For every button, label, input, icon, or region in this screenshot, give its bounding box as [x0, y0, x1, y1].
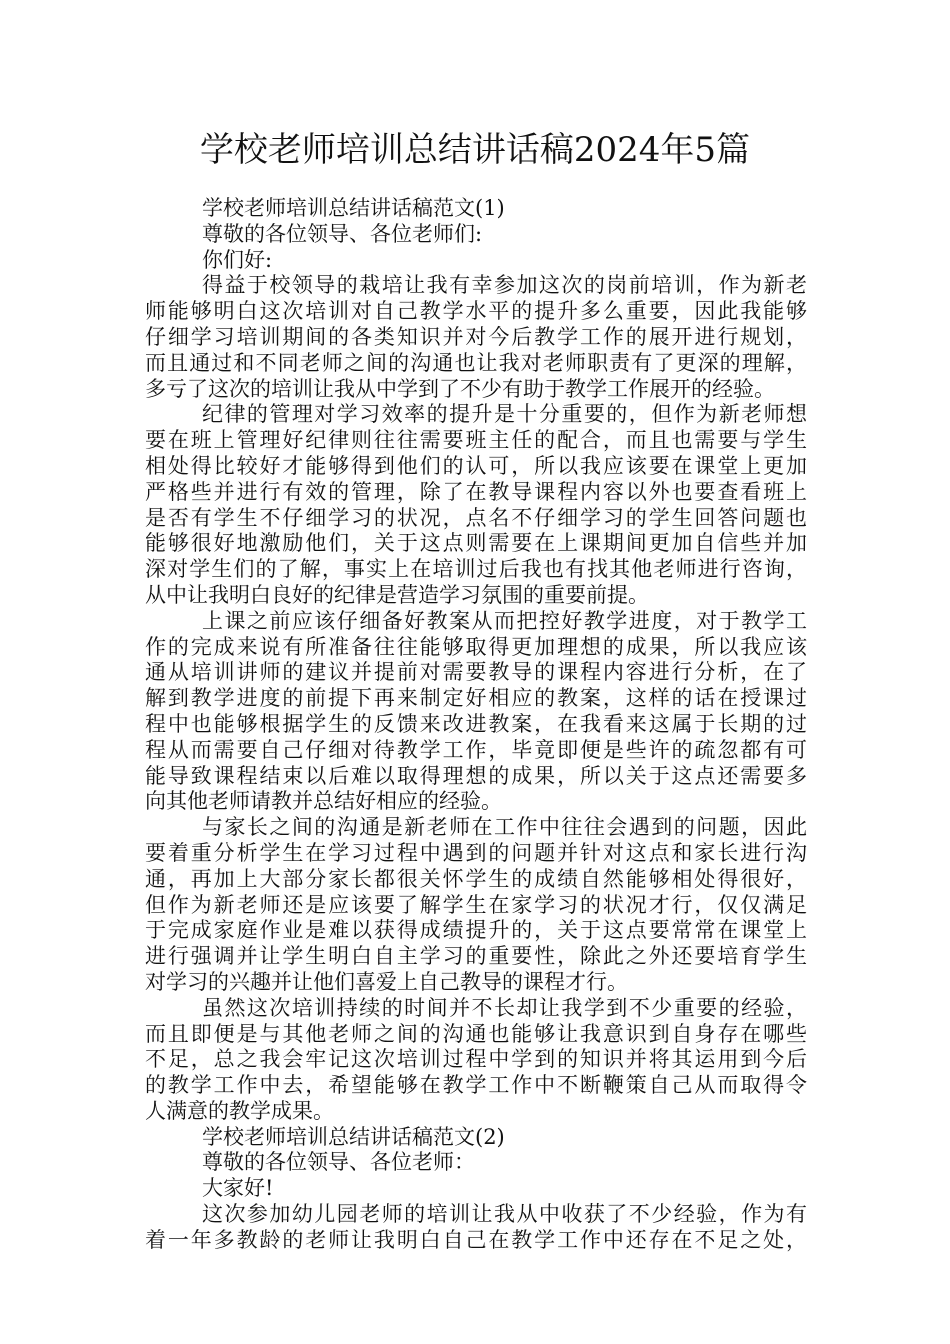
- document-body: [145, 196, 807, 1254]
- text-line: 的教学工作中去，希望能够在教学工作中不断鞭策自己从而取得令: [145, 1073, 807, 1098]
- text-line: 而且通过和不同老师之间的沟通也让我对老师职责有了更深的理解，: [145, 350, 807, 375]
- text-line: 从中让我明白良好的纪律是营造学习氛围的重要前提。: [145, 582, 649, 607]
- text-line: 师能够明白这次培训对自己教学水平的提升多么重要，因此我能够: [145, 299, 807, 324]
- text-line: 得益于校领导的栽培让我有幸参加这次的岗前培训，作为新老: [202, 273, 807, 298]
- text-line: 能够很好地激励他们，关于这点则需要在上课期间更加自信些并加: [145, 531, 807, 556]
- text-line: 纪律的管理对学习效率的提升是十分重要的，但作为新老师想: [202, 402, 807, 427]
- text-line: 对学习的兴趣并让他们喜爱上自己教导的课程才行。: [145, 969, 628, 994]
- text-line: 仔细学习培训期间的各类知识并对今后教学工作的展开进行规划，: [145, 324, 807, 349]
- text-line: 多亏了这次的培训让我从中学到了不少有助于教学工作展开的经验。: [145, 376, 775, 401]
- text-line: 不足，总之我会牢记这次培训过程中学到的知识并将其运用到今后: [145, 1047, 807, 1072]
- document-title: 学校老师培训总结讲话稿2024年5篇: [199, 130, 751, 170]
- text-line: 虽然这次培训持续的时间并不长却让我学到不少重要的经验，: [202, 995, 807, 1020]
- text-line: 上课之前应该仔细备好教案从而把控好教学进度，对于教学工: [202, 608, 807, 633]
- text-line: 而且即便是与其他老师之间的沟通也能够让我意识到自身存在哪些: [145, 1021, 807, 1046]
- text-line: 人满意的教学成果。: [145, 1098, 334, 1123]
- text-line: 深对学生们的了解，事实上在培训过后我也有找其他老师进行咨询，: [145, 557, 807, 582]
- text-line: 通，再加上大部分家长都很关怀学生的成绩自然能够相处得很好，: [145, 866, 807, 891]
- text-line: 但作为新老师还是应该要了解学生在家学习的状况才行，仅仅满足: [145, 892, 807, 917]
- text-line: 大家好!: [202, 1176, 274, 1201]
- text-line: 于完成家庭作业是难以获得成绩提升的，关于这点要常常在课堂上: [145, 918, 807, 943]
- text-line: 要在班上管理好纪律则往往需要班主任的配合，而且也需要与学生: [145, 428, 807, 453]
- text-line: 这次参加幼儿园老师的培训让我从中收获了不少经验，作为有: [202, 1202, 807, 1227]
- text-line: 学校老师培训总结讲话稿范文(1): [202, 196, 505, 220]
- text-line: 你们好:: [202, 247, 273, 272]
- text-line: 作的完成来说有所准备往往能够取得更加理想的成果，所以我应该: [145, 634, 807, 659]
- text-line: 进行强调并让学生明白自主学习的重要性，除此之外还要培育学生: [145, 944, 807, 969]
- text-line: 解到教学进度的前提下再来制定好相应的教案，这样的话在授课过: [145, 686, 807, 711]
- text-line: 严格些并进行有效的管理，除了在教导课程内容以外也要查看班上: [145, 479, 807, 504]
- text-line: 是否有学生不仔细学习的状况，点名不仔细学习的学生回答问题也: [145, 505, 807, 530]
- text-line: 要着重分析学生在学习过程中遇到的问题并针对这点和家长进行沟: [145, 840, 807, 865]
- text-line: 相处得比较好才能够得到他们的认可，所以我应该要在课堂上更加: [145, 453, 807, 478]
- text-line: 向其他老师请教并总结好相应的经验。: [145, 789, 502, 814]
- text-line: 尊敬的各位领导、各位老师们:: [202, 221, 483, 246]
- text-line: 程中也能够根据学生的反馈来改进教案，在我看来这属于长期的过: [145, 711, 807, 736]
- text-line: 能导致课程结束以后难以取得理想的成果，所以关于这点还需要多: [145, 763, 807, 788]
- text-line: 着一年多教龄的老师让我明白自己在教学工作中还存在不足之处，: [145, 1227, 807, 1252]
- text-line: 尊敬的各位领导、各位老师：: [202, 1150, 475, 1175]
- text-line: 与家长之间的沟通是新老师在工作中往往会遇到的问题，因此: [202, 815, 807, 840]
- text-line: 通从培训讲师的建议并提前对需要教导的课程内容进行分析，在了: [145, 660, 807, 685]
- text-line: 程从而需要自己仔细对待教学工作，毕竟即便是些许的疏忽都有可: [145, 737, 807, 762]
- text-line: 学校老师培训总结讲话稿范文(2): [202, 1124, 505, 1149]
